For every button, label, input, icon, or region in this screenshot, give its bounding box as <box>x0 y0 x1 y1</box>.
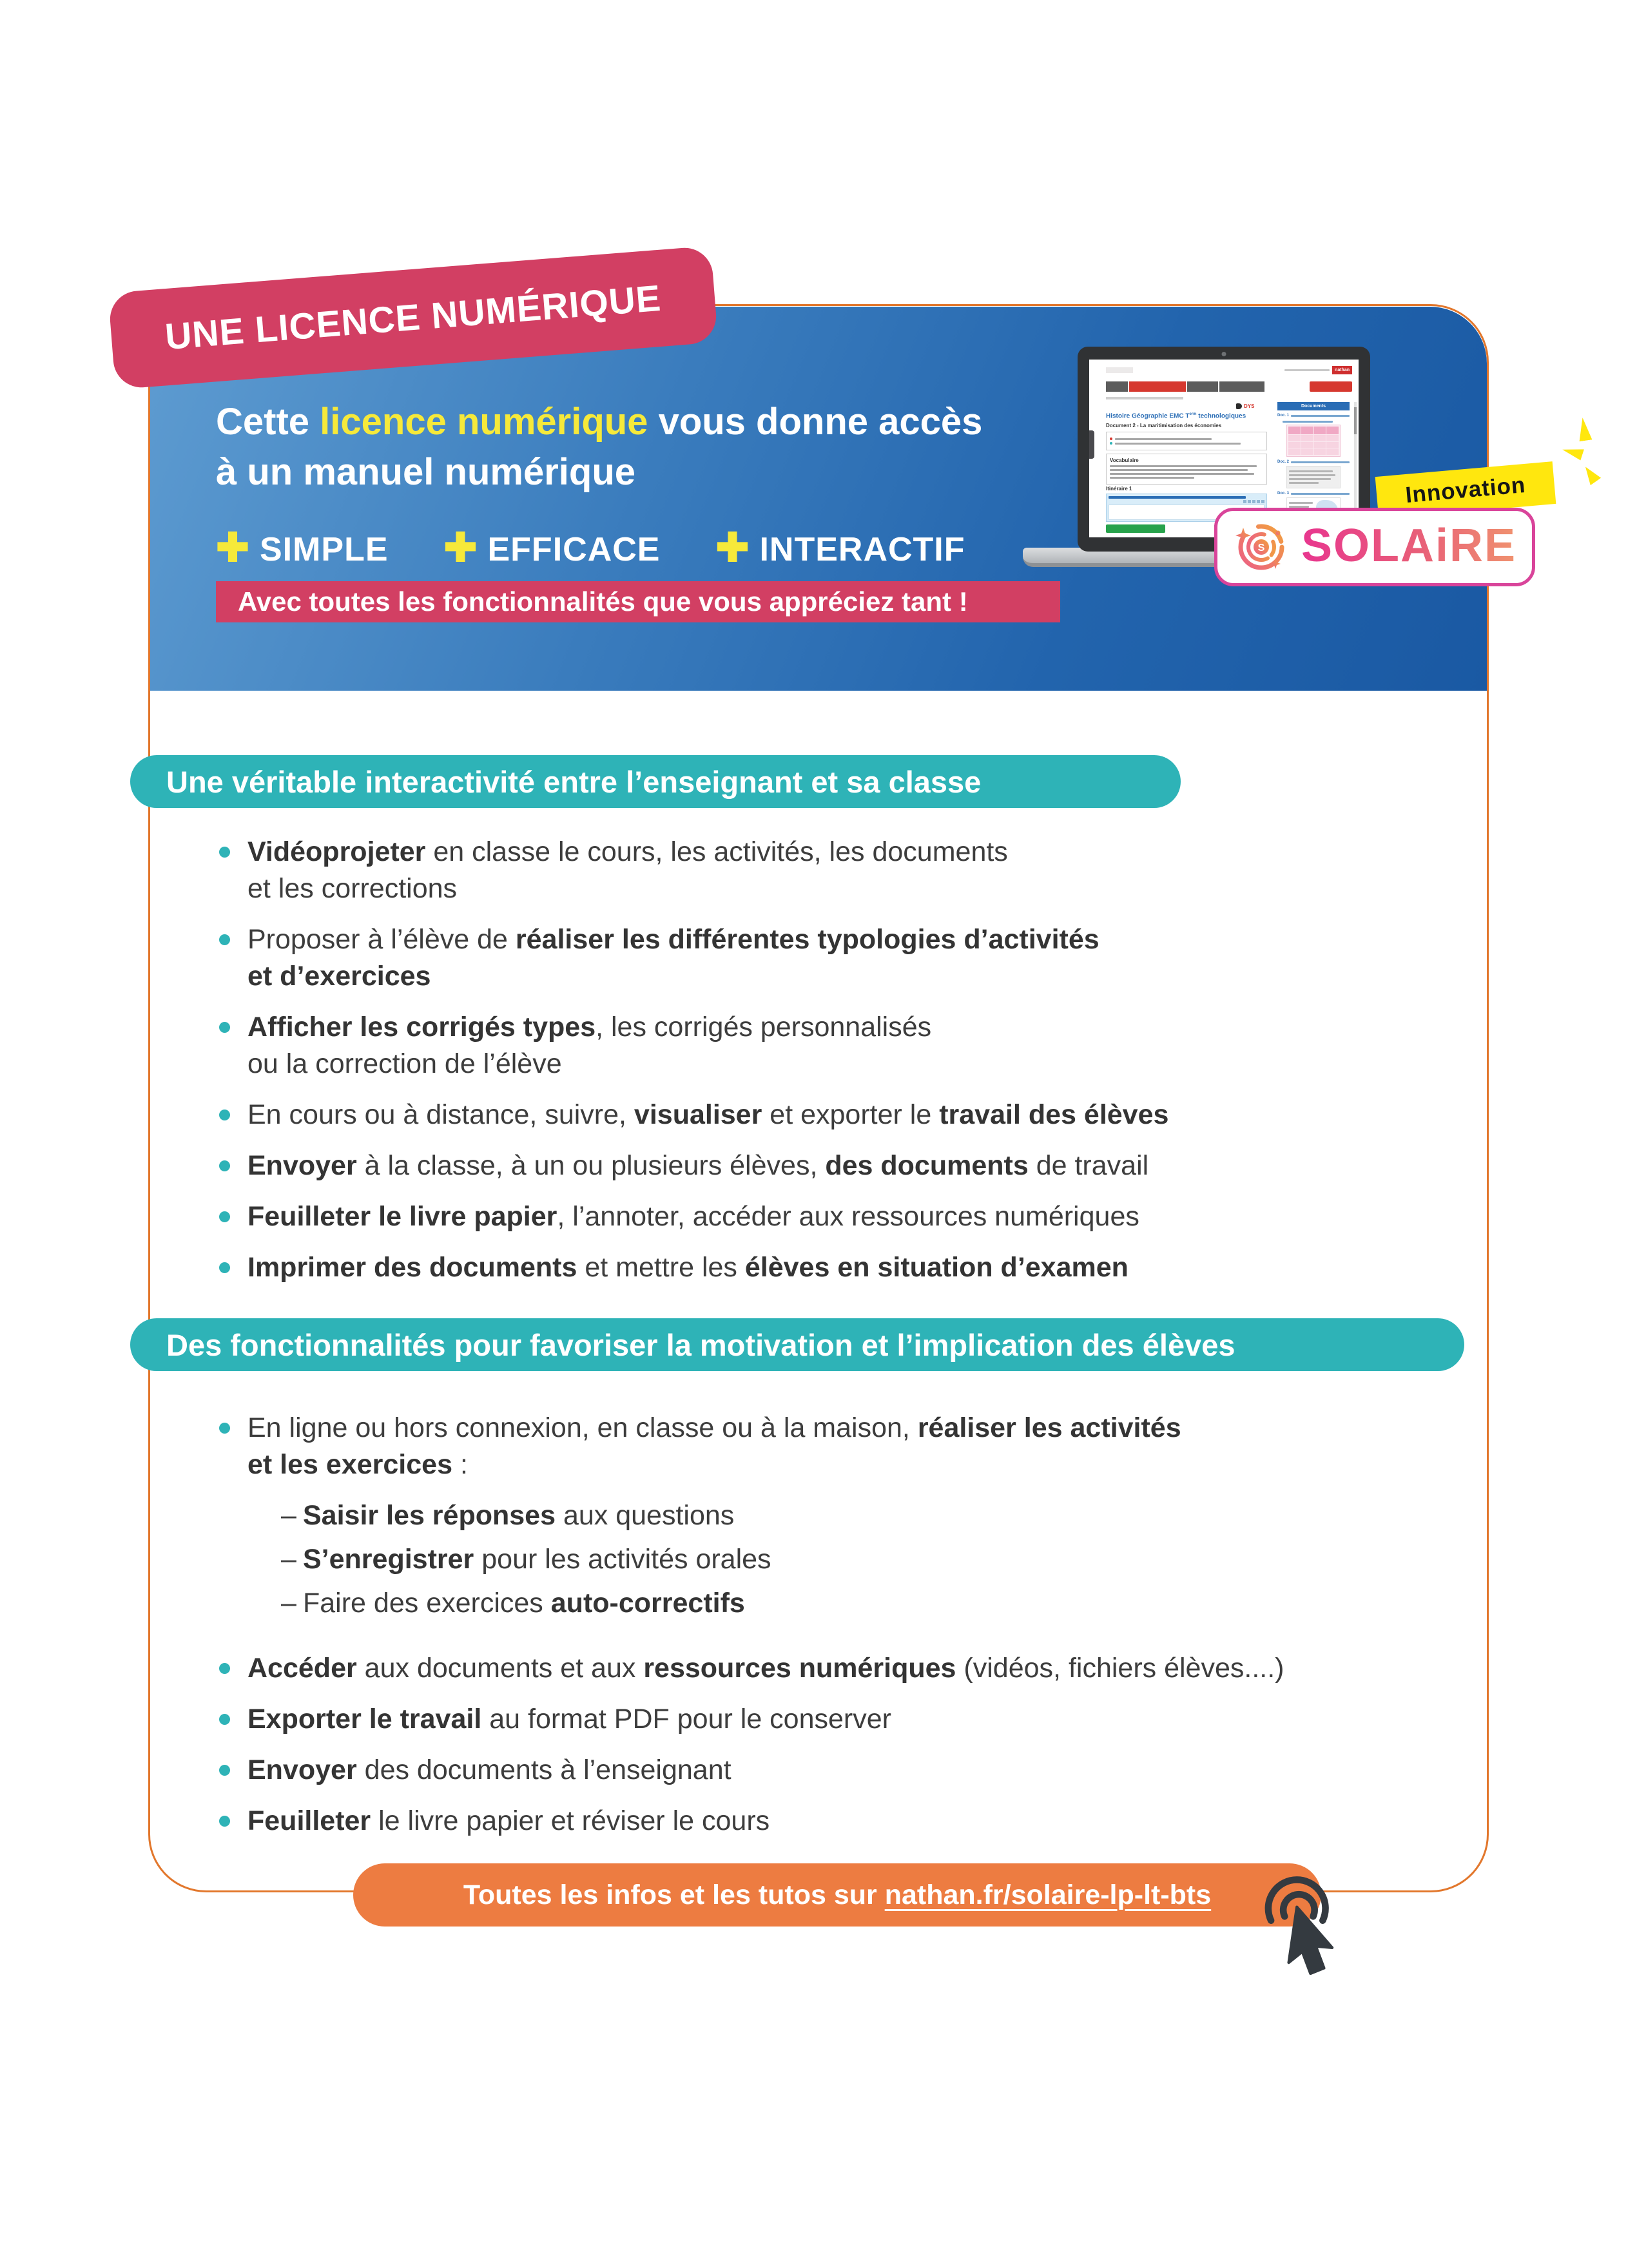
sparkle-icon <box>1561 443 1584 460</box>
bullet-dot-icon <box>219 1262 230 1273</box>
sub-bullet-item: – S’enregistrer pour les activités orales <box>281 1541 1450 1578</box>
doc-item-label: Doc. 3 <box>1277 492 1350 495</box>
dys-badge: DYS <box>1236 403 1254 409</box>
plus-icon: ✚ <box>443 526 478 570</box>
sparkle-icon <box>1576 417 1593 441</box>
sub-bullet-list <box>281 1497 1450 1622</box>
screen-breadcrumb <box>1106 397 1183 399</box>
sparkle-icon <box>1580 463 1601 485</box>
feature-list <box>216 526 965 570</box>
bullet-item: Feuilleter le livre papier et réviser le cours <box>219 1803 1450 1840</box>
footer-text: Toutes les infos et les tutos sur nathan.fr/solaire-lp-lt-bts <box>463 1879 1212 1910</box>
hero-title <box>216 397 982 497</box>
screen-side-handle <box>1089 430 1094 459</box>
bullet-list-teacher <box>219 834 1450 1300</box>
screen-nav-tabs <box>1106 381 1264 392</box>
nav-tab <box>1106 381 1128 392</box>
nav-tab <box>1187 381 1218 392</box>
bullet-dot-icon <box>219 1663 230 1674</box>
bullet-list-students <box>219 1410 1450 1854</box>
feature-label: EFFICACE <box>487 531 661 568</box>
hero-title-highlight: licence numérique <box>320 401 648 443</box>
sub-bullet-item: – Saisir les réponses aux questions <box>281 1497 1450 1534</box>
screen-site-logo <box>1106 367 1133 373</box>
svg-text:S: S <box>1257 543 1265 553</box>
nathan-logo: nathan <box>1332 366 1352 374</box>
footer-link[interactable]: nathan.fr/solaire-lp-lt-bts <box>884 1879 1212 1910</box>
feature-item <box>715 526 965 570</box>
solaire-logo <box>1214 508 1535 586</box>
dys-icon <box>1236 403 1242 409</box>
feature-item <box>443 526 661 570</box>
bullet-dot-icon <box>219 847 230 858</box>
laptop-camera-icon <box>1222 352 1226 356</box>
hero-subbanner-label: Avec toutes les fonctionnalités que vous appréciez tant ! <box>238 586 968 617</box>
screen-topbar <box>1284 366 1352 374</box>
bullet-dot-icon <box>219 1110 230 1120</box>
bullet-dot-icon <box>219 934 230 945</box>
dash-icon: – <box>281 1588 296 1619</box>
bullet-item: Exporter le travail au format PDF pour le conserver <box>219 1701 1450 1738</box>
click-cursor-icon <box>1258 1863 1355 1986</box>
bullet-item: Accéder aux documents et aux ressources numériques (vidéos, fichiers élèves....) <box>219 1650 1450 1687</box>
screen-vocab-box <box>1106 454 1267 485</box>
vocab-title: Vocabulaire <box>1110 457 1139 463</box>
documents-panel-header: Documents <box>1277 402 1350 410</box>
section-heading-interactivity: Une véritable interactivité entre l’enseignant et sa classe <box>130 755 1181 808</box>
bullet-dot-icon <box>219 1423 230 1434</box>
plus-icon: ✚ <box>715 526 750 570</box>
nav-tab <box>1219 381 1264 392</box>
plus-icon: ✚ <box>216 526 249 570</box>
bullet-item: Afficher les corrigés types, les corrigés personnalisés ou la correction de l’élève <box>219 1009 1450 1082</box>
dash-icon: – <box>281 1544 296 1575</box>
screen-page-title: Histoire Géographie EMC $T^{erm}$ technologiques <box>1106 412 1246 420</box>
footer-info-pill[interactable] <box>353 1863 1321 1927</box>
bullet-dot-icon <box>219 1022 230 1033</box>
bullet-item: En ligne ou hors connexion, en classe ou à la maison, réaliser les activités et les exercices : <box>219 1410 1450 1483</box>
bullet-item: En cours ou à distance, suivre, visualiser et exporter le travail des élèves <box>219 1097 1450 1133</box>
title-badge-label: UNE LICENCE NUMÉRIQUE <box>163 277 663 358</box>
feature-label: INTERACTIF <box>759 531 965 568</box>
feature-label: SIMPLE <box>259 531 389 568</box>
dash-icon: – <box>281 1500 296 1531</box>
solaire-sun-icon <box>1233 519 1290 575</box>
bullet-dot-icon <box>219 1160 230 1171</box>
bullet-item: Imprimer des documents et mettre les élèves en situation d’examen <box>219 1249 1450 1286</box>
nav-tab-active <box>1129 381 1186 392</box>
section-heading-features: Des fonctionnalités pour favoriser la motivation et l’implication des élèves <box>130 1318 1464 1371</box>
innovation-tag: Innovation <box>1375 461 1556 519</box>
solaire-wordmark: SOLAiRE <box>1301 520 1517 572</box>
bullet-item: Proposer à l’élève de réaliser les différentes typologies d’activités et d’exercices <box>219 921 1450 995</box>
show-correction-button <box>1106 524 1165 533</box>
bullet-item: Envoyer à la classe, à un ou plusieurs élèves, des documents de travail <box>219 1148 1450 1184</box>
bullet-item: Envoyer des documents à l’enseignant <box>219 1752 1450 1789</box>
bullet-dot-icon <box>219 1765 230 1776</box>
doc-item-label: Doc. 1 <box>1277 414 1350 418</box>
feature-item <box>216 526 389 570</box>
bullet-dot-icon <box>219 1211 230 1222</box>
bullet-dot-icon <box>219 1816 230 1827</box>
bullet-item: Vidéoprojeter en classe le cours, les activités, les documents et les corrections <box>219 834 1450 907</box>
bullet-item: Feuilleter le livre papier, l’annoter, accéder aux ressources numériques <box>219 1198 1450 1235</box>
sub-bullet-item: – Faire des exercices auto-correctifs <box>281 1585 1450 1622</box>
question-toolbar <box>1109 500 1264 503</box>
screen-page-subtitle: Document 2 - La maritimisation des économies <box>1106 423 1222 428</box>
doc-item-label: Doc. 2 <box>1277 460 1350 464</box>
screen-notions-box <box>1106 432 1267 450</box>
hero-title-line2: à un manuel numérique <box>216 451 635 493</box>
screen-action-button <box>1310 381 1352 392</box>
doc2-thumbnail <box>1286 466 1341 488</box>
bullet-dot-icon <box>219 1714 230 1725</box>
hero-subbanner <box>216 581 1060 622</box>
hero-title-line1: Cette licence numérique vous donne accès <box>216 401 983 443</box>
itinerary-title: Itinéraire 1 <box>1106 486 1132 492</box>
doc1-thumbnail <box>1286 425 1341 457</box>
